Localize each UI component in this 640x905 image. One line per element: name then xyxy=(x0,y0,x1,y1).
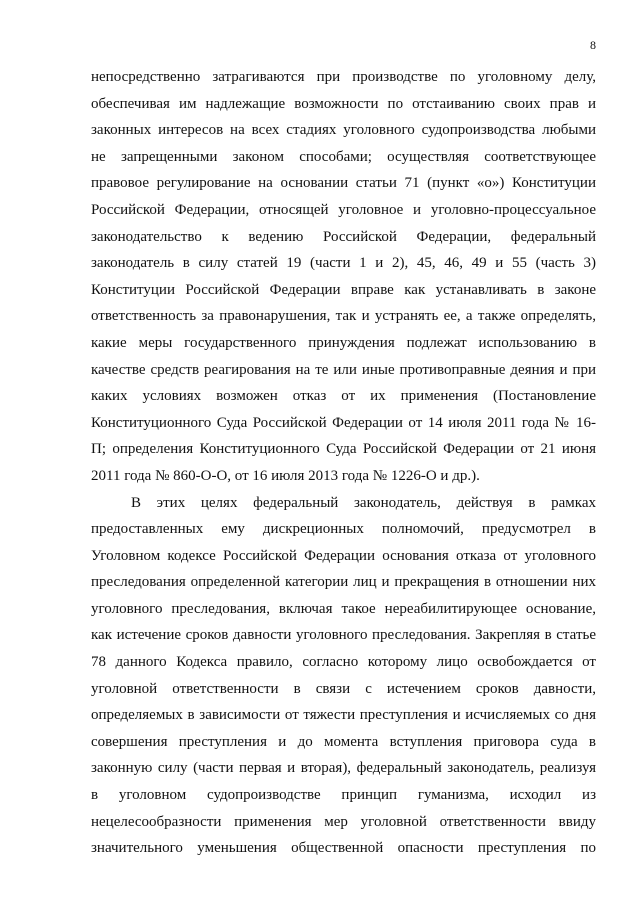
text-line: Российской Федерации, относящей уголовное и уголовно-процессуальное xyxy=(91,201,596,218)
text-line: уголовного преследования, включая такое нереабилитирующее основание, xyxy=(91,600,596,617)
text-line: уголовной ответственности в связи с истечением сроков давности, xyxy=(91,680,596,697)
text-line: 78 данного Кодекса правило, согласно которому лицо освобождается от xyxy=(91,654,596,671)
text-line: Конституционного Суда Российской Федерации от 14 июля 2011 года № 16- xyxy=(91,414,596,431)
text-line: как истечение сроков давности уголовного преследования. Закрепляя в статье xyxy=(91,627,596,644)
text-line: П; определения Конституционного Суда Российской Федерации от 21 июня xyxy=(91,441,596,458)
text-line: законодатель в силу статей 19 (части 1 и 2), 45, 46, 49 и 55 (часть 3) xyxy=(91,255,596,272)
text-line: обеспечивая им надлежащие возможности по отстаиванию своих прав и xyxy=(91,95,596,112)
paragraph-2 xyxy=(91,490,596,862)
text-line: правовое регулирование на основании статьи 71 (пункт «о») Конституции xyxy=(91,175,596,192)
text-line: какие меры государственного принуждения подлежат использованию в xyxy=(91,334,596,351)
text-line: ответственность за правонарушения, так и устранять ее, а также определять, xyxy=(91,308,596,325)
text-line: каких условиях возможен отказ от их применения (Постановление xyxy=(91,388,596,405)
text-line: предоставленных ему дискреционных полномочий, предусмотрел в xyxy=(91,521,596,538)
text-line-last: 2011 года № 860-О-О, от 16 июля 2013 года № 1226-О и др.). xyxy=(91,467,480,484)
text-line: непосредственно затрагиваются при производстве по уголовному делу, xyxy=(91,69,596,85)
text-line: не запрещенными законом способами; осуществляя соответствующее xyxy=(91,148,596,165)
text-line: в уголовном судопроизводстве принцип гуманизма, исходил из xyxy=(91,787,596,804)
body-text xyxy=(91,64,596,862)
text-line-first: В этих целях федеральный законодатель, действуя в рамках xyxy=(131,494,596,511)
text-line: совершения преступления и до момента вступления приговора суда в xyxy=(91,733,596,750)
text-line: Уголовном кодексе Российской Федерации основания отказа от уголовного xyxy=(91,547,596,564)
text-line: Конституции Российской Федерации вправе как устанавливать в законе xyxy=(91,281,596,298)
text-line: преследования определенной категории лиц и прекращения в отношении них xyxy=(91,574,596,591)
text-line: законодательство к ведению Российской Федерации, федеральный xyxy=(91,228,596,245)
text-line: качестве средств реагирования на те или иные противоправные деяния и при xyxy=(91,361,596,378)
page-number: 8 xyxy=(590,38,596,52)
paragraph-1 xyxy=(91,64,596,490)
text-line: нецелесообразности применения мер уголовной ответственности ввиду xyxy=(91,813,596,830)
text-line: законную силу (части первая и вторая), федеральный законодатель, реализуя xyxy=(91,760,596,777)
text-line: законных интересов на всех стадиях уголовного судопроизводства любыми xyxy=(91,122,596,139)
text-line: значительного уменьшения общественной опасности преступления по xyxy=(91,840,596,857)
text-line: определяемых в зависимости от тяжести преступления и исчисляемых со дня xyxy=(91,707,596,724)
